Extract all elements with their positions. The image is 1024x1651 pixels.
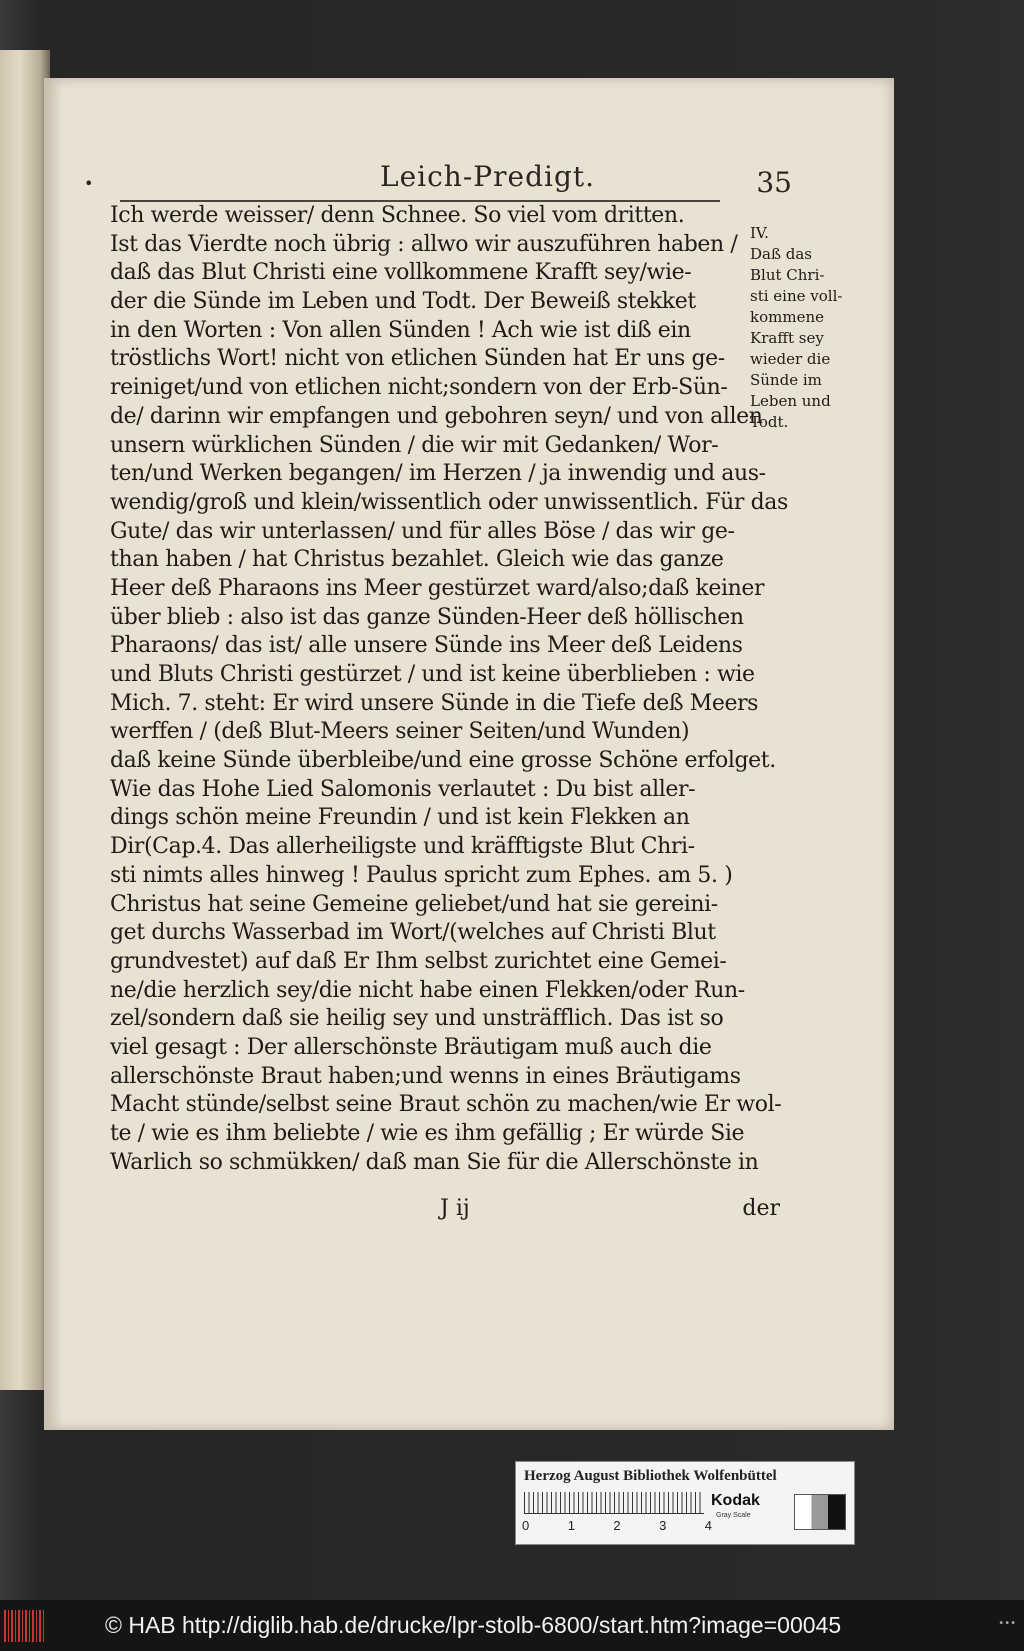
text-line: Ich werde weisser/ denn Schnee. So viel vom dritten. [110,203,685,228]
ruler-number: 1 [567,1518,575,1533]
header-dot: • [84,174,94,193]
text-line: zel/sondern daß sie heilig sey und unsträfflich. Das ist so [110,1006,724,1032]
kodak-logo: Kodak [711,1492,760,1509]
text-line: Mich. 7. steht: Er wird unsere Sünde in die Tiefe deß Meers [110,690,759,716]
text-line: grundvestet) auf daß Er Ihm selbst zurichtet eine Gemei- [110,948,727,974]
book-page [44,78,894,1430]
text-line: unsern würklichen Sünden / die wir mit Gedanken/ Wor- [110,432,719,458]
text-line: wendig/groß und klein/wissentlich oder unwissentlich. Für das [110,489,788,515]
marginal-note-line: sti eine voll- [750,287,843,305]
running-header [84,160,792,204]
text-line: reiniget/und von etlichen nicht;sondern von der Erb-Sün- [110,375,728,401]
text-line: than haben / hat Christus bezahlet. Gleich wie das ganze [110,547,724,573]
text-line: Macht stünde/selbst seine Braut schön zu machen/wie Er wol- [110,1092,782,1118]
text-line: über blieb : also ist das ganze Sünden-Heer deß höllischen [110,604,744,630]
text-line: tröstlichs Wort! nicht von etlichen Sünden hat Er uns ge- [110,346,725,372]
signature-mark: J ij [440,1196,470,1221]
ruler-number: 0 [522,1518,530,1533]
ruler-numbers [522,1518,712,1533]
previous-page-edge [0,50,50,1390]
header-title: Leich-Predigt. [380,160,596,193]
text-line: sti nimts alles hinweg ! Paulus spricht zum Ephes. am 5. ) [110,862,733,888]
text-line: in den Worten : Von allen Sünden ! Ach wie ist diß ein [110,317,691,343]
ruler-number: 3 [659,1518,667,1533]
text-line: allerschönste Braut haben;und wenns in eines Bräutigams [110,1063,741,1089]
marginal-note-line: Daß das [750,245,812,263]
page-number: 35 [756,166,792,199]
catchword: der [742,1196,780,1221]
marginal-note-line: wieder die [750,350,831,368]
text-line: get durchs Wasserbad im Wort/(welches auf Christi Blut [110,920,716,946]
marginal-note-line: Leben und [750,392,831,410]
text-line: Wie das Hohe Lied Salomonis verlautet : Du bist aller- [110,776,696,802]
copyright-url[interactable]: © HAB http://diglib.hab.de/drucke/lpr-stolb-6800/start.htm?image=00045 [105,1612,842,1638]
text-line: Gute/ das wir unterlassen/ und für alles Böse / das wir ge- [110,518,735,544]
gray-scale-label: Gray Scale [716,1512,751,1519]
text-line: daß keine Sünde überbleibe/und eine grosse Schöne erfolget. [110,748,776,774]
more-icon[interactable]: ••• [998,1618,1016,1629]
marginal-note-line: Krafft sey [750,329,824,347]
text-line: Christus hat seine Gemeine geliebet/und hat sie gereini- [110,891,718,917]
ruler-scale [524,1492,704,1514]
text-line: Heer deß Pharaons ins Meer gestürzet ward/also;daß keiner [110,575,765,601]
text-line: Pharaons/ das ist/ alle unsere Sünde ins Meer deß Leidens [110,633,743,659]
ruler-number: 2 [613,1518,621,1533]
marginal-note-line: Sünde im [750,371,822,389]
ruler-number: 4 [704,1518,712,1533]
text-line: und Bluts Christi gestürzet / und ist keine überblieben : wie [110,662,755,687]
text-line: ne/die herzlich sey/die nicht habe einen Flekken/oder Run- [110,977,745,1003]
text-line: dings schön meine Freundin / und ist kein Flekken an [110,805,690,831]
text-line: viel gesagt : Der allerschönste Bräutigam muß auch die [110,1034,712,1060]
text-line: werffen / (deß Blut-Meers seiner Seiten/und Wunden) [110,719,690,745]
marginal-note-line: IV. [750,224,769,242]
body-text [110,202,790,1177]
text-line: Dir(Cap.4. Das allerheiligste und kräfftigste Blut Chri- [110,834,695,860]
text-line: de/ darinn wir empfangen und gebohren seyn/ und von allen [110,403,763,429]
text-line: der die Sünde im Leben und Todt. Der Beweiß stekket [110,289,696,315]
marginal-note-line: Blut Chri- [750,266,825,284]
page-foot [110,1196,790,1226]
text-line: Ist das Vierdte noch übrig : allwo wir auszuführen haben / [110,231,738,257]
page-gutter-shadow [44,78,62,1430]
text-line: te / wie es ihm beliebte / wie es ihm gefällig ; Er würde Sie [110,1121,745,1146]
footer-bar [0,1600,1024,1651]
marginal-note-line: Todt. [750,413,789,431]
text-line: ten/und Werken begangen/ im Herzen / ja inwendig und aus- [110,461,766,487]
text-line: Warlich so schmükken/ daß man Sie für die Allerschönste in [110,1149,759,1175]
marginal-note-line: kommene [750,308,824,326]
marginal-note [750,223,850,433]
target-title: Herzog August Bibliothek Wolfenbüttel [524,1468,777,1484]
barcode-icon [4,1610,44,1642]
color-target [515,1461,855,1545]
gray-patch [794,1494,846,1530]
text-line: daß das Blut Christi eine vollkommene Krafft sey/wie- [110,260,692,286]
